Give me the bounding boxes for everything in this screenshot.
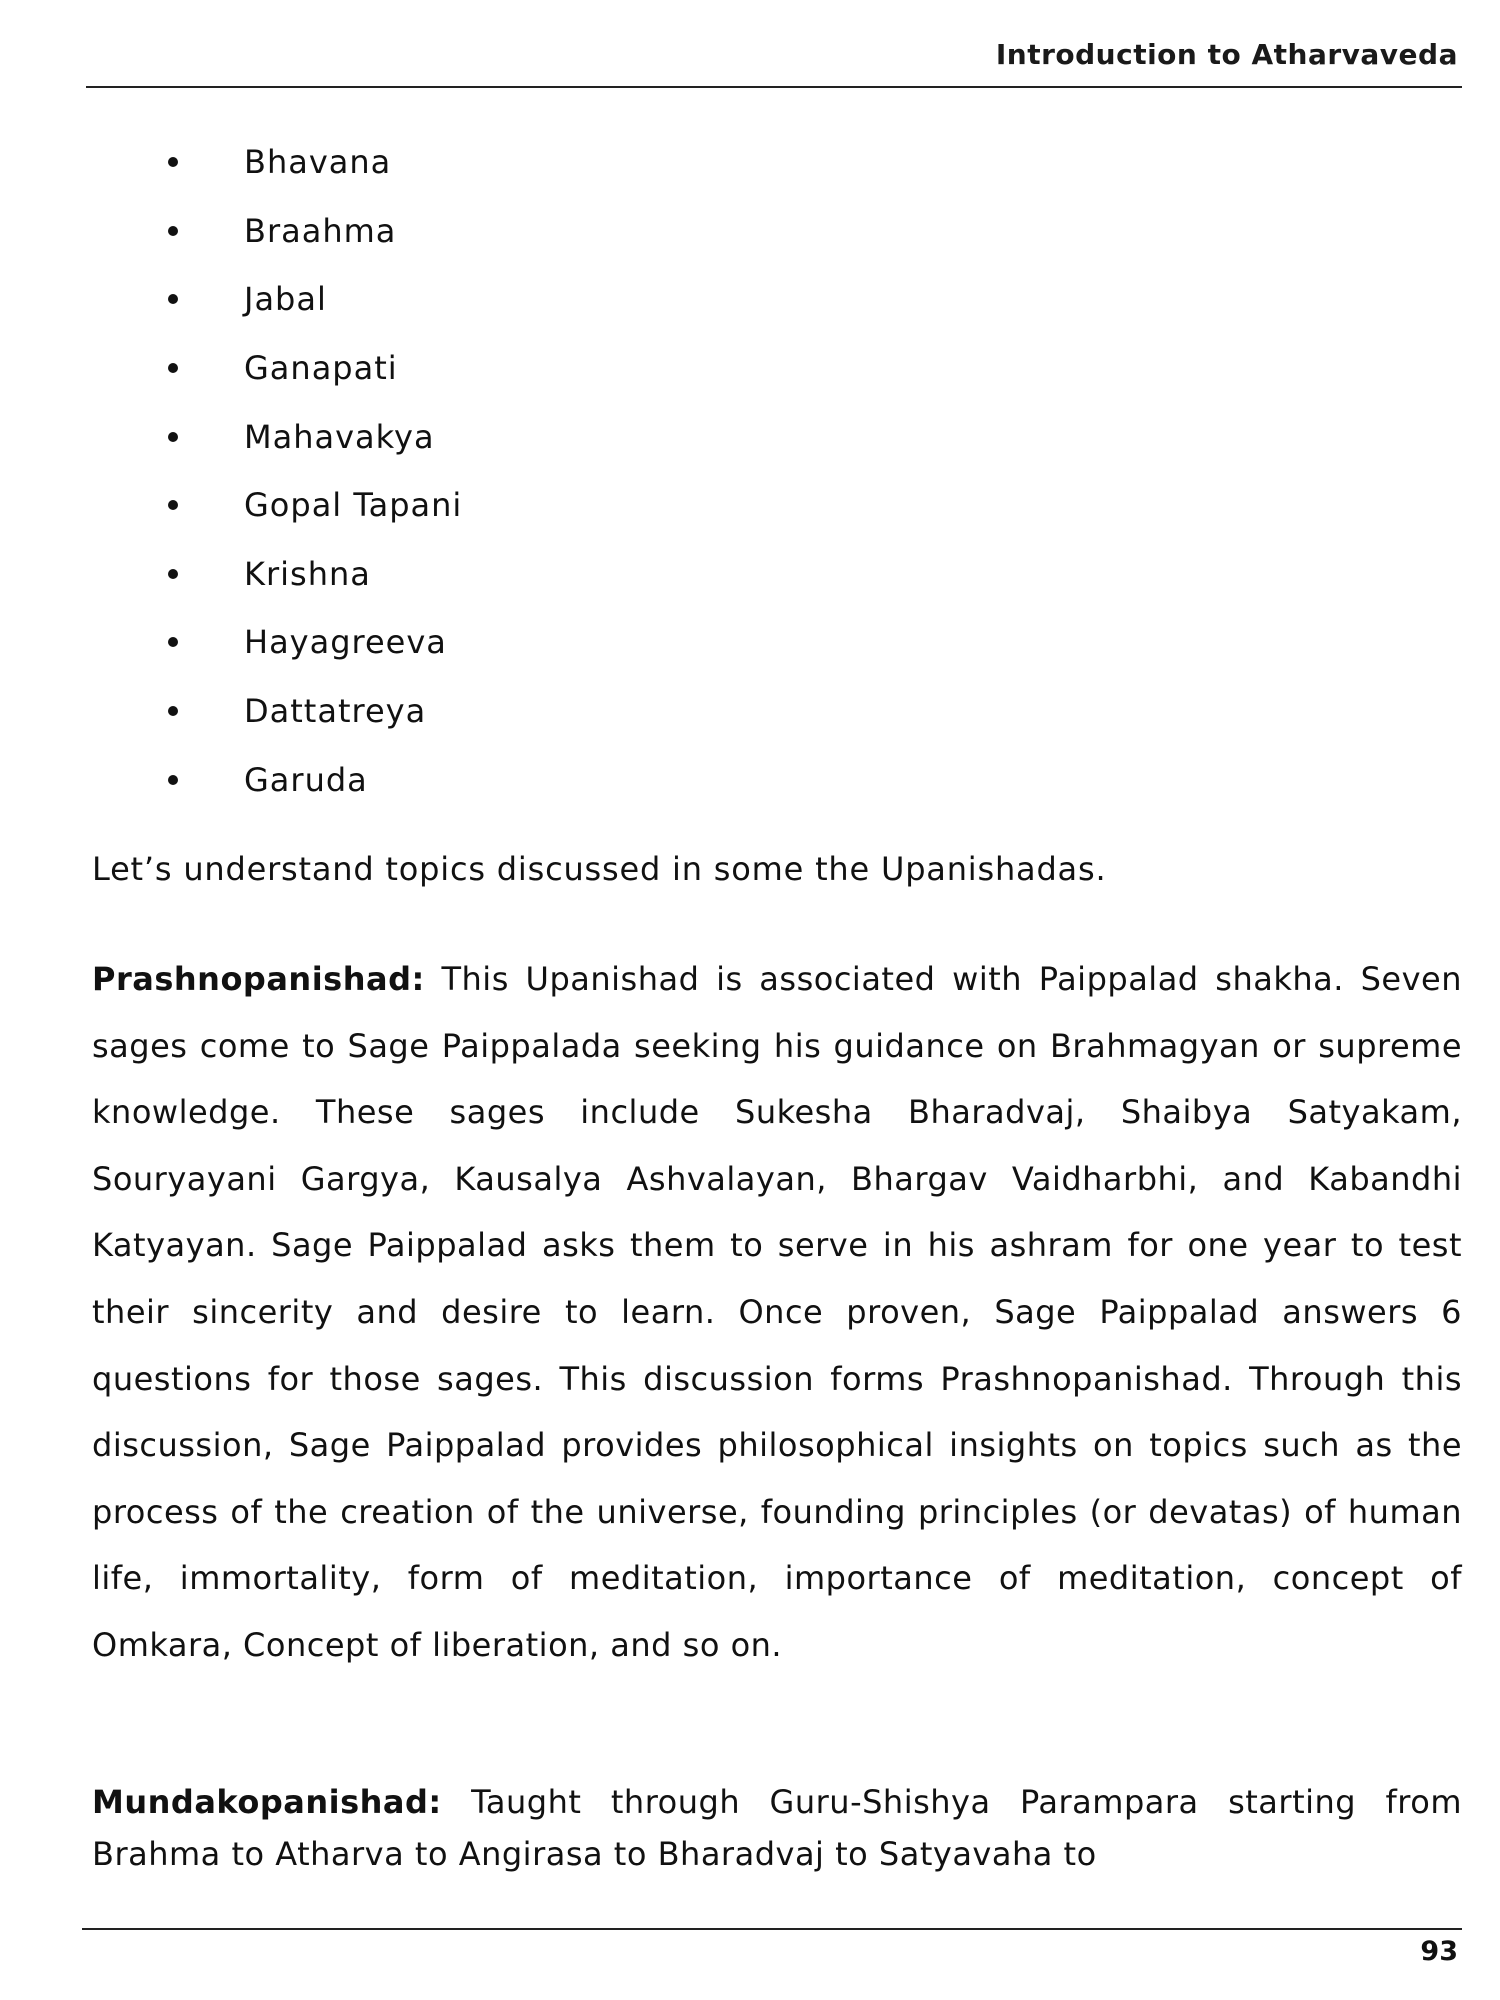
list-item-text: Garuda	[244, 760, 368, 799]
list-item	[168, 677, 462, 746]
bullet-icon	[168, 569, 178, 579]
mundakopanishad-term: Mundakopanishad:	[92, 1783, 442, 1821]
list-item-text: Bhavana	[244, 143, 392, 182]
list-item-text: Ganapati	[244, 349, 398, 388]
list-item-text: Hayagreeva	[244, 623, 447, 662]
list-item	[168, 471, 462, 540]
bullet-icon	[168, 432, 178, 442]
bullet-icon	[168, 500, 178, 510]
bullet-icon	[168, 775, 178, 785]
list-item-text: Gopal Tapani	[244, 486, 463, 525]
list-item-text: Krishna	[244, 554, 371, 593]
list-item	[168, 265, 462, 334]
list-item	[168, 197, 462, 266]
footer-divider	[82, 1928, 1462, 1930]
bullet-icon	[168, 157, 178, 167]
list-item-text: Braahma	[244, 211, 397, 250]
list-item	[168, 128, 462, 197]
header-divider	[86, 86, 1462, 88]
list-item-text: Jabal	[244, 280, 327, 319]
list-item-text: Dattatreya	[244, 692, 427, 731]
list-item	[168, 745, 462, 814]
list-item	[168, 402, 462, 471]
bullet-icon	[168, 637, 178, 647]
mundakopanishad-paragraph	[92, 1776, 1462, 1880]
prashnopanishad-paragraph	[92, 946, 1462, 1679]
upanishad-list	[168, 128, 462, 814]
mundakopanishad-text: Taught through Guru-Shishya Parampara starting from Brahma to Atharva to Angirasa to Bharadvaj to Satyavaha to	[92, 1783, 1463, 1873]
bullet-icon	[168, 226, 178, 236]
prashnopanishad-term: Prashnopanishad:	[92, 960, 425, 998]
bullet-icon	[168, 294, 178, 304]
prashnopanishad-text: This Upanishad is associated with Paippalad shakha. Seven sages come to Sage Paippalada seeking his guidance on Brahmagyan or supreme knowledge. These sages include Sukesha Bharadvaj, Shaibya Satyakam, Souryayani Gargya, Kausalya Ashvalayan, Bhargav Vaidharbhi, and Kabandhi Katyayan. Sage Paippalad asks them to serve in his ashram for one year to test their sincerity and desire to learn. Once proven, Sage Paippalad answers 6 questions for those sages. This discussion forms Prashnopanishad. Through this discussion, Sage Paippalad provides philosophical insights on topics such as the process of the creation of the universe, founding principles (or devatas) of human life, immortality, form of meditation, importance of meditation, concept of Omkara, Concept of liberation, and so on.	[92, 960, 1463, 1664]
list-item	[168, 334, 462, 403]
list-item	[168, 540, 462, 609]
bullet-icon	[168, 363, 178, 373]
page-number: 93	[1420, 1936, 1458, 1967]
list-item	[168, 608, 462, 677]
intro-sentence: Let’s understand topics discussed in some the Upanishadas.	[92, 850, 1107, 888]
list-item-text: Mahavakya	[244, 417, 435, 456]
bullet-icon	[168, 706, 178, 716]
running-header: Introduction to Atharvaveda	[995, 38, 1458, 71]
